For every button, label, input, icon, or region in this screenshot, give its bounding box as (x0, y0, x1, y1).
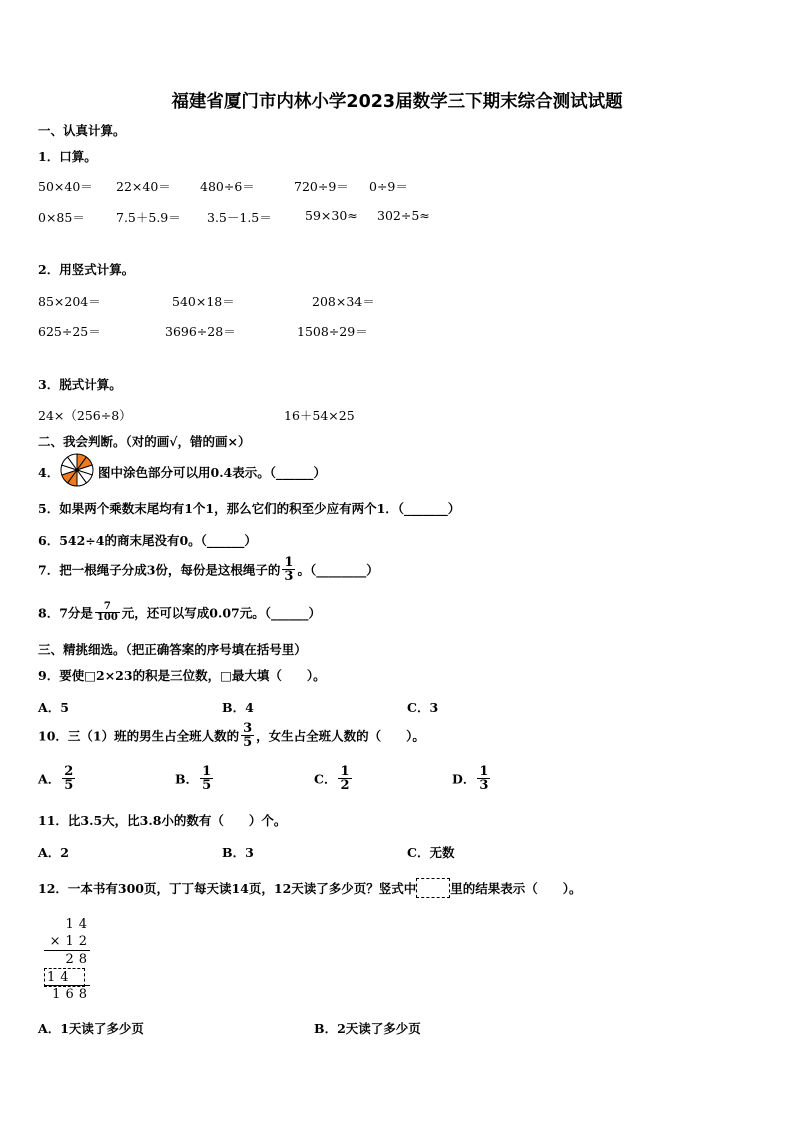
q10-option-b (175, 765, 215, 792)
q9-option: A．5 (38, 700, 69, 715)
q2-item: 208×34＝ (312, 294, 375, 309)
fraction-denominator: 5 (64, 778, 74, 793)
option-label: A． (38, 771, 61, 787)
q8-text-end: 元，还可以写成0.07元。（______） (121, 605, 321, 621)
option-fraction (338, 765, 351, 792)
q1-item: 0÷9＝ (369, 179, 408, 194)
option-label: D． (452, 771, 476, 787)
q11-text: 11．比3.5大，比3.8小的数有（ ）个。 (38, 813, 287, 828)
q4-text: 图中涂色部分可以用0.4表示。（______） (98, 465, 326, 480)
q10-text-end: ，女生占全班人数的（ ）。 (256, 728, 425, 744)
section-heading-2: 二、我会判断。（对的画√，错的画×） (38, 434, 251, 449)
q3-item: 24×（256÷8） (38, 408, 132, 423)
option-fraction (477, 765, 490, 792)
fraction-numerator: 1 (340, 764, 350, 779)
q12-text: 12．一本书有300页，丁丁每天读14页，12天读了多少页？竖式中 (38, 881, 417, 896)
vertical-multiplication (44, 916, 92, 1003)
fraction-numerator: 3 (243, 721, 253, 736)
q2-label: 2．用竖式计算。 (38, 262, 135, 277)
dashed-answer-box (416, 878, 450, 898)
q8 (38, 602, 321, 623)
q5-text: 5．如果两个乘数末尾均有1个1，那么它们的积至少应有两个1．（_______） (38, 501, 461, 516)
vertical-row: 28 (65, 952, 92, 967)
fraction-denominator: 5 (202, 778, 212, 793)
q9-text: 9．要使□2×23的积是三位数，□最大填（ ）。 (38, 668, 326, 683)
q8-text: 8．7分是 (38, 605, 93, 621)
vertical-row: 168 (52, 987, 92, 1002)
q10-text: 10．三（1）班的男生占全班人数的 (38, 728, 240, 744)
q12-option: B．2天读了多少页 (314, 1021, 421, 1036)
fraction-denominator: 100 (96, 612, 118, 623)
vertical-row: ×12 (49, 934, 92, 949)
option-label: C． (314, 771, 337, 787)
fraction-numerator: 7 (103, 601, 111, 612)
fraction-denominator: 3 (479, 778, 489, 793)
q1-item: 3.5－1.5＝ (207, 210, 272, 225)
q9-option: B．4 (222, 700, 254, 715)
q1-item: 0×85＝ (38, 210, 85, 225)
q10-option-a (38, 765, 77, 792)
q7 (38, 556, 379, 583)
fraction-denominator: 2 (340, 778, 350, 793)
fraction-numerator: 2 (64, 764, 74, 779)
q2-item: 540×18＝ (172, 294, 235, 309)
q10 (38, 722, 425, 749)
q7-text-end: 。（________） (297, 562, 379, 578)
q11-option: B．3 (222, 845, 254, 860)
pie-figure (59, 452, 95, 488)
page-title: 福建省厦门市内林小学2023届数学三下期末综合测试试题 (171, 92, 623, 112)
fraction-numerator: 1 (202, 764, 212, 779)
q12 (38, 878, 582, 898)
option-fraction (62, 765, 75, 792)
q6-text: 6．542÷4的商末尾没有0。（______） (38, 533, 257, 548)
q1-item: 22×40＝ (116, 179, 171, 194)
section-heading-3: 三、精挑细选。（把正确答案的序号填在括号里） (38, 642, 307, 657)
q3-label: 3．脱式计算。 (38, 377, 122, 392)
q2-item: 625÷25＝ (38, 324, 101, 339)
q9-option: C．3 (407, 700, 439, 715)
q12-option: A．1天读了多少页 (38, 1021, 144, 1036)
section-heading-1: 一、认真计算。 (38, 123, 126, 138)
vertical-row: 14 (65, 917, 92, 932)
q1-item: 50×40＝ (38, 179, 93, 194)
vertical-row-dashed: 14 (44, 968, 85, 987)
q7-text: 7．把一根绳子分成3份，每份是这根绳子的 (38, 562, 281, 578)
option-fraction (200, 765, 213, 792)
q1-item: 7.5＋5.9＝ (116, 210, 181, 225)
q8-fraction (95, 602, 120, 623)
q7-fraction (282, 556, 295, 583)
q11-option: C．无数 (407, 845, 455, 860)
q10-option-d (452, 765, 492, 792)
q2-item: 3696÷28＝ (165, 324, 236, 339)
q1-label: 1．口算。 (38, 149, 97, 164)
fraction-denominator: 5 (243, 735, 253, 750)
q4-number: 4． (38, 465, 60, 480)
q10-option-c (314, 765, 354, 792)
q1-item: 480÷6＝ (200, 179, 255, 194)
q2-item: 1508÷29＝ (297, 324, 368, 339)
q3-item: 16＋54×25 (284, 408, 355, 423)
q12-text-end: 里的结果表示（ ）。 (450, 881, 582, 896)
q1-item: 59×30≈ (305, 208, 358, 223)
q1-item: 302÷5≈ (377, 208, 430, 223)
fraction-numerator: 1 (479, 764, 489, 779)
option-label: B． (175, 771, 199, 787)
fraction-denominator: 3 (284, 569, 294, 584)
q10-fraction (241, 722, 254, 749)
q1-item: 720÷9＝ (294, 179, 349, 194)
q11-option: A．2 (38, 845, 69, 860)
q2-item: 85×204＝ (38, 294, 101, 309)
fraction-numerator: 1 (284, 555, 294, 570)
